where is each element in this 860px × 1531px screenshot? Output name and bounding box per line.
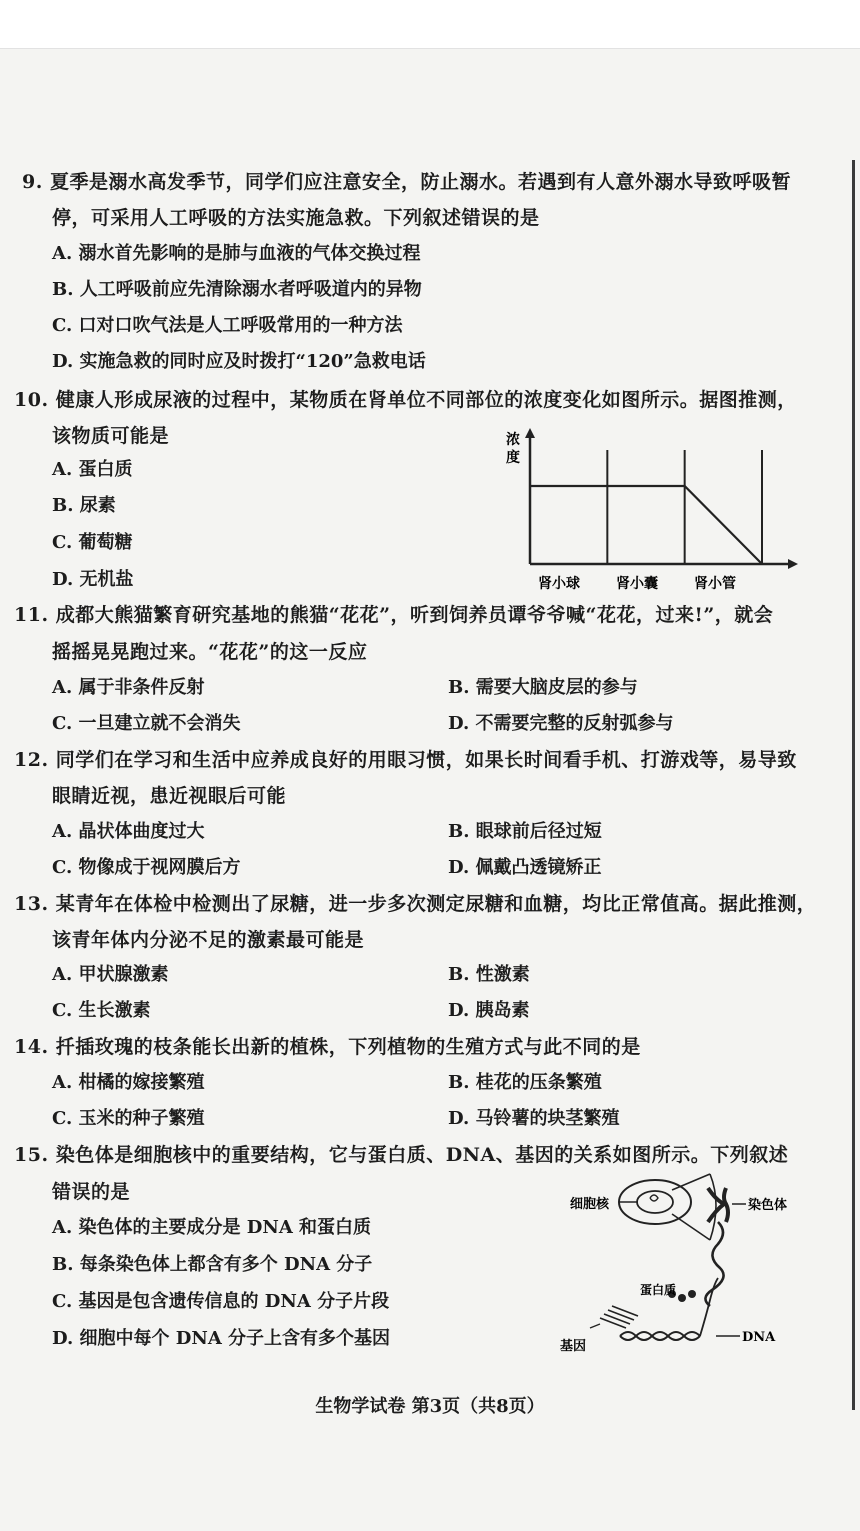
protein-bead — [688, 1290, 696, 1298]
question-10-option-d: D. 无机盐 — [52, 569, 134, 590]
label-dna: DNA — [742, 1330, 776, 1345]
question-13-option-b: B. 性激素 — [448, 964, 530, 985]
question-10-option-c: C. 葡萄糖 — [52, 532, 133, 553]
question-13-stem-line-2: 该青年体内分泌不足的激素最可能是 — [52, 929, 365, 951]
question-10-stem-line-1: 10. 健康人形成尿液的过程中，某物质在肾单位不同部位的浓度变化如图所示。据图推测， — [14, 389, 797, 411]
page-footer: 生物学试卷 第3页（共8页） — [315, 1396, 545, 1417]
question-13-stem-line-1: 13. 某青年在体检中检测出了尿糖，进一步多次测定尿糖和血糖，均比正常值高。据此推测， — [14, 893, 817, 915]
question-11-option-b: B. 需要大脑皮层的参与 — [448, 677, 638, 698]
gene-segment — [600, 1306, 638, 1328]
question-11-stem-line-1: 11. 成都大熊猫繁育研究基地的熊猫“花花”，听到饲养员谭爷爷喊“花花，过来!”，就会 — [14, 604, 774, 626]
question-14-stem-line-1: 14. 扦插玫瑰的枝条能长出新的植株，下列植物的生殖方式与此不同的是 — [14, 1036, 641, 1058]
gene-hatch — [608, 1310, 634, 1320]
question-14-option-a: A. 柑橘的嫁接繁殖 — [52, 1072, 205, 1093]
question-12-number: 12. — [14, 749, 49, 771]
question-9-option-b: B. 人工呼吸前应先清除溺水者呼吸道内的异物 — [52, 279, 422, 300]
question-12-stem-line-2: 眼睛近视，患近视眼后可能 — [52, 785, 287, 807]
question-14-option-d: D. 马铃薯的块茎繁殖 — [448, 1108, 620, 1129]
chromosome-diagram — [560, 1168, 820, 1368]
question-15-stem-line-2: 错误的是 — [52, 1181, 131, 1203]
kidney-concentration-chart — [496, 424, 806, 596]
question-13-option-c: C. 生长激素 — [52, 1000, 151, 1021]
gene-hatch — [600, 1318, 626, 1328]
protein-bead — [678, 1294, 686, 1302]
question-14-option-b: B. 桂花的压条繁殖 — [448, 1072, 602, 1093]
chromosome-arm — [724, 1188, 728, 1222]
question-10-option-b: B. 尿素 — [52, 495, 116, 516]
magnify-line-bottom — [672, 1214, 710, 1240]
segment-dividers — [607, 450, 762, 564]
question-12-option-b: B. 眼球前后径过短 — [448, 821, 602, 842]
question-12-option-d: D. 佩戴凸透镜矫正 — [448, 857, 602, 878]
question-9-option-d: D. 实施急救的同时应及时拨打“120”急救电话 — [52, 351, 426, 372]
question-14-number: 14. — [14, 1036, 49, 1058]
question-12-option-c: C. 物像成于视网膜后方 — [52, 857, 241, 878]
question-12-stem-line-1: 12. 同学们在学习和生活中应养成良好的用眼习惯，如果长时间看手机、打游戏等，易导致 — [14, 749, 797, 771]
question-15-option-a: A. 染色体的主要成分是 DNA 和蛋白质 — [52, 1217, 372, 1238]
question-15-option-b: B. 每条染色体上都含有多个 DNA 分子 — [52, 1254, 373, 1275]
question-15-stem-line-1: 15. 染色体是细胞核中的重要结构，它与蛋白质、DNA、基因的关系如图所示。下列叙述 — [14, 1144, 789, 1166]
question-10-option-a: A. 蛋白质 — [52, 459, 133, 480]
question-11-option-d: D. 不需要完整的反射弧参与 — [448, 713, 674, 734]
category-label-capsule: 肾小囊 — [616, 576, 658, 592]
question-15-number: 15. — [14, 1144, 49, 1166]
gene-hatch — [612, 1306, 638, 1316]
y-axis-label-2: 度 — [506, 450, 520, 466]
question-10-number: 10. — [14, 389, 49, 411]
chart-axes — [525, 428, 798, 569]
gene-hatch — [604, 1314, 630, 1324]
category-label-glomerulus: 肾小球 — [538, 576, 580, 592]
question-9-stem-line-1: 9. 夏季是溺水高发季节，同学们应注意安全，防止溺水。若遇到有人意外溺水导致呼吸暂 — [22, 171, 791, 193]
gene-pointer — [590, 1324, 600, 1328]
cell-nucleus-inner — [637, 1191, 673, 1213]
question-13-option-a: A. 甲状腺激素 — [52, 964, 169, 985]
chromatin-strand — [705, 1222, 723, 1306]
question-11-option-c: C. 一旦建立就不会消失 — [52, 713, 241, 734]
question-15-option-c: C. 基因是包含遗传信息的 DNA 分子片段 — [52, 1291, 390, 1312]
question-14-option-c: C. 玉米的种子繁殖 — [52, 1108, 205, 1129]
question-11-number: 11. — [14, 604, 49, 626]
magnify-arc — [710, 1174, 716, 1240]
question-11-stem-line-2: 摇摇晃晃跑过来。“花花”的这一反应 — [52, 641, 368, 663]
y-axis-label-1: 浓 — [506, 432, 520, 448]
question-9-option-a: A. 溺水首先影响的是肺与血液的气体交换过程 — [52, 243, 421, 264]
question-9-number: 9. — [22, 171, 43, 193]
nucleus-chromatin-icon — [650, 1195, 658, 1201]
label-gene: 基因 — [560, 1339, 587, 1354]
question-13-option-d: D. 胰岛素 — [448, 1000, 530, 1021]
x-axis-arrow-icon — [788, 559, 798, 569]
category-label-tubule: 肾小管 — [694, 576, 736, 592]
question-9-option-c: C. 口对口吹气法是人工呼吸常用的一种方法 — [52, 315, 403, 336]
label-protein: 蛋白质 — [640, 1283, 677, 1297]
label-nucleus: 细胞核 — [570, 1197, 610, 1212]
y-axis-arrow-icon — [525, 428, 535, 438]
question-9-stem-line-2: 停，可采用人工呼吸的方法实施急救。下列叙述错误的是 — [52, 207, 540, 229]
question-15-option-d: D. 细胞中每个 DNA 分子上含有多个基因 — [52, 1328, 391, 1349]
question-13-number: 13. — [14, 893, 49, 915]
question-10-stem-line-2: 该物质可能是 — [52, 425, 170, 447]
question-12-option-a: A. 晶状体曲度过大 — [52, 821, 205, 842]
magnify-line-top — [672, 1174, 710, 1190]
label-chromosome: 染色体 — [748, 1198, 788, 1213]
question-11-option-a: A. 属于非条件反射 — [52, 677, 205, 698]
concentration-line — [530, 486, 762, 564]
